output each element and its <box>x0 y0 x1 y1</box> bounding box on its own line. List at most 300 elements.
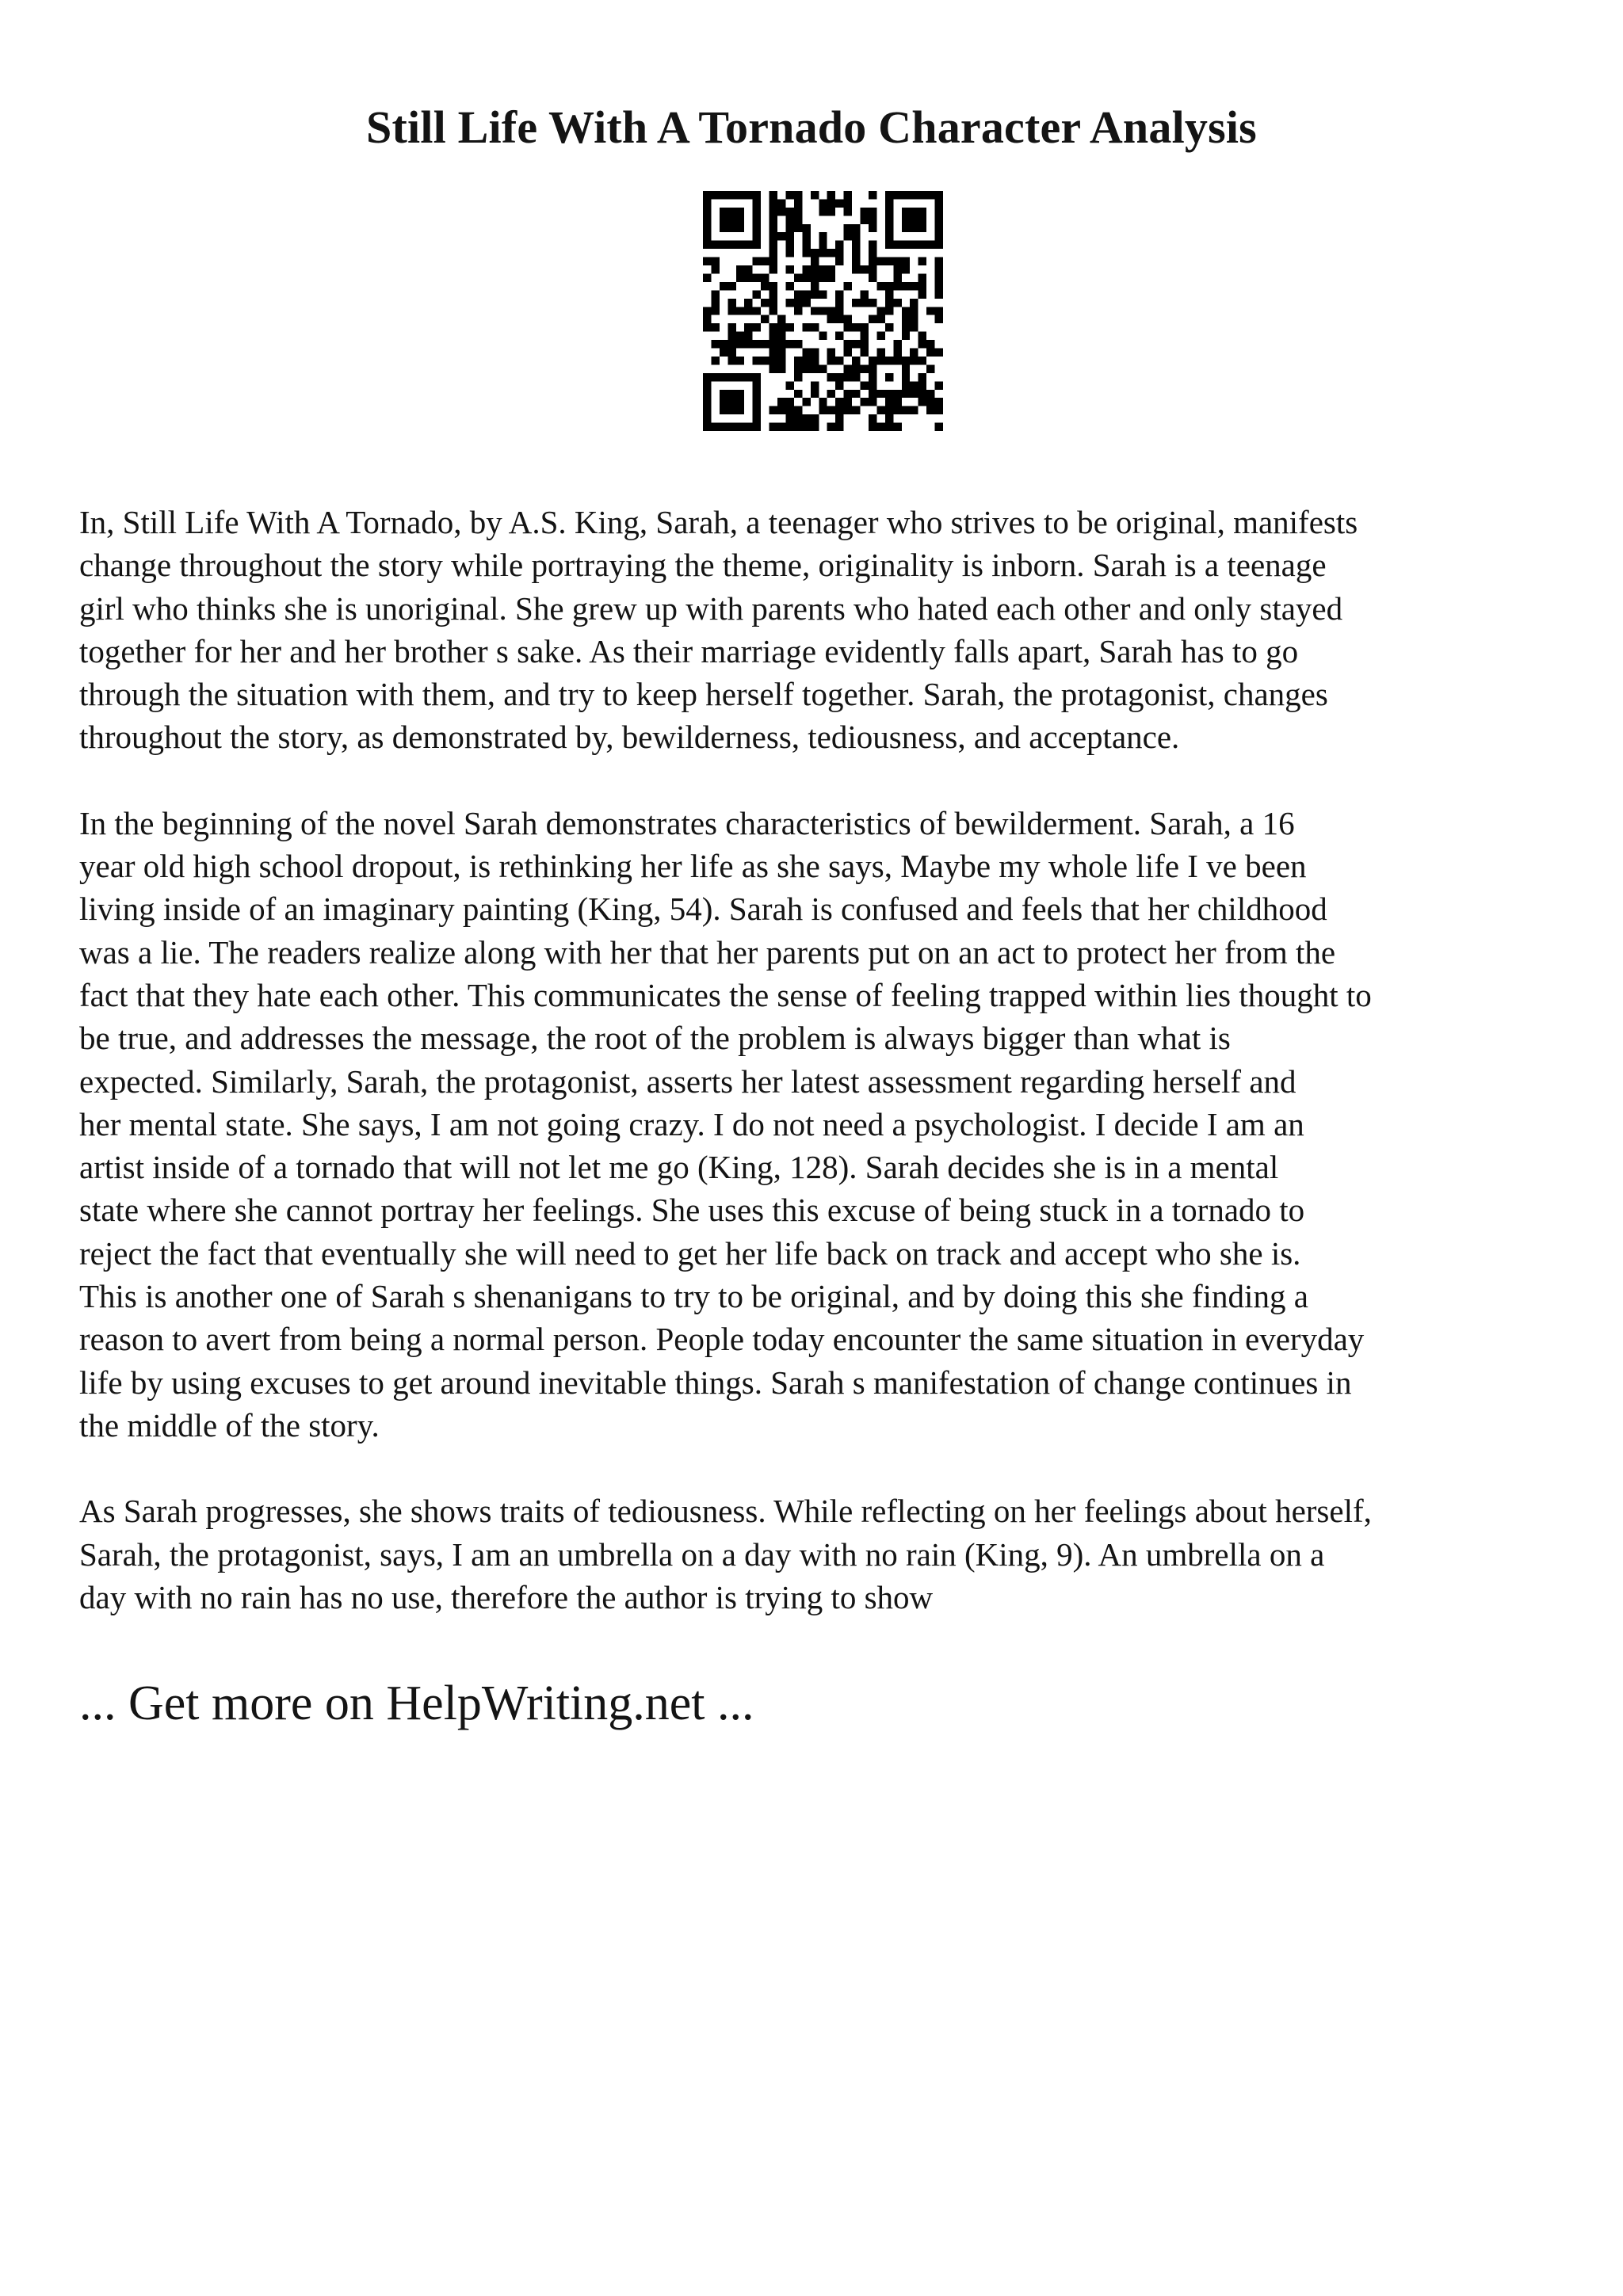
qr-module <box>819 208 827 215</box>
qr-module <box>835 414 843 422</box>
qr-module <box>744 323 752 331</box>
qr-module <box>785 232 793 240</box>
qr-module <box>935 199 943 207</box>
qr-module <box>844 191 852 199</box>
qr-module <box>918 191 926 199</box>
qr-module <box>861 208 869 215</box>
qr-module <box>910 315 918 323</box>
qr-module <box>935 423 943 431</box>
qr-module <box>918 273 926 281</box>
qr-module <box>902 406 910 414</box>
qr-module <box>869 390 876 398</box>
qr-module <box>935 265 943 273</box>
qr-module <box>902 191 910 199</box>
qr-module <box>727 357 735 364</box>
qr-module <box>893 241 901 249</box>
qr-module <box>720 398 727 406</box>
qr-module <box>753 241 761 249</box>
qr-module <box>794 299 802 307</box>
qr-module <box>852 390 860 398</box>
qr-module <box>785 215 793 223</box>
qr-module <box>769 191 777 199</box>
qr-module <box>852 357 860 364</box>
qr-module <box>753 199 761 207</box>
qr-module <box>935 208 943 215</box>
qr-module <box>753 208 761 215</box>
qr-module <box>727 191 735 199</box>
qr-module <box>935 349 943 357</box>
text-line: reject the fact that eventually she will need to get her life back on track and accept who she is. <box>79 1234 1301 1272</box>
qr-module <box>777 208 785 215</box>
qr-module <box>769 241 777 249</box>
qr-module <box>885 390 893 398</box>
qr-module <box>811 249 819 257</box>
qr-module <box>785 323 793 331</box>
qr-module <box>736 398 744 406</box>
qr-module <box>785 406 793 414</box>
qr-module <box>835 381 843 389</box>
qr-module <box>703 199 711 207</box>
qr-module <box>761 315 769 323</box>
qr-module <box>753 373 761 381</box>
qr-module <box>811 307 819 315</box>
qr-module <box>819 332 827 340</box>
qr-module <box>720 373 727 381</box>
qr-module <box>819 273 827 281</box>
qr-module <box>885 307 893 315</box>
qr-module <box>703 215 711 223</box>
qr-module <box>794 208 802 215</box>
qr-module <box>769 323 777 331</box>
qr-module <box>785 282 793 290</box>
qr-module <box>785 381 793 389</box>
qr-module <box>794 199 802 207</box>
qr-module <box>819 290 827 298</box>
qr-module <box>769 340 777 348</box>
qr-module <box>703 257 711 265</box>
qr-module <box>876 390 884 398</box>
qr-module <box>753 224 761 232</box>
qr-module <box>844 224 852 232</box>
get-more-link[interactable]: ... Get more on HelpWriting.net ... <box>79 1676 754 1730</box>
qr-module <box>918 290 926 298</box>
qr-module <box>720 224 727 232</box>
qr-module <box>869 414 876 422</box>
qr-module <box>876 423 884 431</box>
qr-module <box>802 364 810 372</box>
qr-module <box>852 224 860 232</box>
qr-module <box>794 364 802 372</box>
qr-module <box>753 340 761 348</box>
qr-module <box>720 349 727 357</box>
qr-module <box>918 357 926 364</box>
text-line: through the situation with them, and try to keep herself together. Sarah, the protagonist, changes <box>79 676 1328 713</box>
qr-module <box>794 191 802 199</box>
text-line: living inside of an imaginary painting (King, 54). Sarah is confused and feels that her childhood <box>79 891 1327 928</box>
qr-module <box>844 373 852 381</box>
qr-module <box>926 349 934 357</box>
qr-module <box>720 215 727 223</box>
qr-module <box>827 249 835 257</box>
qr-module <box>819 398 827 406</box>
qr-module <box>885 414 893 422</box>
qr-module <box>753 307 761 315</box>
qr-module <box>811 273 819 281</box>
qr-module <box>736 340 744 348</box>
qr-module <box>935 381 943 389</box>
qr-module <box>802 249 810 257</box>
qr-module <box>869 373 876 381</box>
qr-module <box>794 357 802 364</box>
qr-module <box>736 406 744 414</box>
qr-module <box>861 332 869 340</box>
qr-module <box>827 199 835 207</box>
qr-module <box>910 390 918 398</box>
qr-module <box>869 299 876 307</box>
qr-module <box>727 241 735 249</box>
qr-module <box>769 199 777 207</box>
text-line: fact that they hate each other. This communicates the sense of feeling trapped within lies thought to <box>79 976 1372 1013</box>
qr-module <box>727 390 735 398</box>
qr-module <box>785 398 793 406</box>
qr-module <box>769 215 777 223</box>
text-line: be true, and addresses the message, the root of the problem is always bigger than what is <box>79 1020 1231 1057</box>
qr-module <box>902 315 910 323</box>
qr-module <box>861 349 869 357</box>
qr-module <box>727 373 735 381</box>
paragraph-intro <box>79 501 1561 759</box>
qr-module <box>753 215 761 223</box>
qr-module <box>720 340 727 348</box>
qr-module <box>827 191 835 199</box>
qr-module <box>727 282 735 290</box>
qr-module <box>769 232 777 240</box>
qr-module <box>935 290 943 298</box>
qr-module <box>835 307 843 315</box>
qr-module <box>935 257 943 265</box>
qr-module <box>802 414 810 422</box>
qr-module <box>727 332 735 340</box>
qr-module <box>835 249 843 257</box>
qr-module <box>811 257 819 265</box>
qr-module <box>711 299 719 307</box>
qr-module <box>811 390 819 398</box>
qr-module <box>885 373 893 381</box>
qr-module <box>885 241 893 249</box>
qr-module <box>902 307 910 315</box>
qr-module <box>736 191 744 199</box>
text-line: girl who thinks she is unoriginal. She grew up with parents who hated each other and only stayed <box>79 589 1343 627</box>
qr-module <box>827 273 835 281</box>
qr-module <box>910 208 918 215</box>
qr-module <box>703 414 711 422</box>
qr-module <box>918 390 926 398</box>
qr-module <box>736 273 744 281</box>
qr-module <box>802 265 810 273</box>
qr-module <box>811 414 819 422</box>
qr-module <box>736 307 744 315</box>
qr-module <box>885 232 893 240</box>
qr-module <box>753 381 761 389</box>
qr-module <box>861 215 869 223</box>
qr-module <box>703 381 711 389</box>
qr-module <box>777 406 785 414</box>
qr-module <box>910 191 918 199</box>
qr-module <box>744 191 752 199</box>
text-line: life by using excuses to get around inevitable things. Sarah s manifestation of change continues in <box>79 1363 1352 1401</box>
text-line: the middle of the story. <box>79 1406 380 1444</box>
qr-module <box>703 315 711 323</box>
qr-module <box>876 282 884 290</box>
qr-module <box>711 423 719 431</box>
qr-module <box>777 315 785 323</box>
qr-module <box>852 265 860 273</box>
qr-module <box>918 381 926 389</box>
qr-module <box>844 323 852 331</box>
qr-module <box>918 340 926 348</box>
qr-module <box>852 364 860 372</box>
qr-module <box>703 224 711 232</box>
qr-module <box>827 406 835 414</box>
qr-module <box>861 364 869 372</box>
qr-module <box>910 224 918 232</box>
qr-module <box>769 299 777 307</box>
qr-module <box>802 224 810 232</box>
qr-module <box>844 390 852 398</box>
text-line: In, Still Life With A Tornado, by A.S. King, Sarah, a teenager who strives to be original, manifests <box>79 504 1358 540</box>
qr-module <box>869 265 876 273</box>
qr-module <box>744 265 752 273</box>
qr-module <box>711 357 719 364</box>
qr-module <box>885 215 893 223</box>
qr-module <box>811 290 819 298</box>
qr-module <box>794 373 802 381</box>
qr-module <box>844 340 852 348</box>
qr-module <box>893 349 901 357</box>
qr-module <box>827 357 835 364</box>
text-line: expected. Similarly, Sarah, the protagonist, asserts her latest assessment regarding herself and <box>79 1062 1296 1100</box>
qr-module <box>885 199 893 207</box>
qr-module <box>711 191 719 199</box>
qr-module <box>902 390 910 398</box>
qr-module <box>720 423 727 431</box>
qr-module <box>802 232 810 240</box>
qr-module <box>902 381 910 389</box>
text-line: artist inside of a tornado that will not let me go (King, 128). Sarah decides she is in a mental <box>79 1149 1279 1186</box>
qr-module <box>727 208 735 215</box>
qr-module <box>910 282 918 290</box>
qr-module <box>819 307 827 315</box>
qr-module <box>703 406 711 414</box>
qr-module <box>811 357 819 364</box>
qr-module <box>861 290 869 298</box>
qr-module <box>769 349 777 357</box>
qr-module <box>910 381 918 389</box>
text-line: state where she cannot portray her feelings. She uses this excuse of being stuck in a tornado to <box>79 1192 1305 1229</box>
qr-module <box>769 265 777 273</box>
qr-module <box>753 323 761 331</box>
qr-module <box>876 406 884 414</box>
qr-module <box>926 340 934 348</box>
qr-module <box>893 423 901 431</box>
qr-module <box>861 398 869 406</box>
qr-module <box>910 323 918 331</box>
qr-module <box>876 332 884 340</box>
qr-module <box>777 364 785 372</box>
qr-module <box>819 232 827 240</box>
text-line: together for her and her brother s sake. As their marriage evidently falls apart, Sarah has to go <box>79 632 1299 669</box>
qr-module <box>777 349 785 357</box>
qr-module <box>885 357 893 364</box>
qr-module <box>802 423 810 431</box>
qr-module <box>893 398 901 406</box>
qr-module <box>876 257 884 265</box>
qr-module <box>794 273 802 281</box>
qr-module <box>769 208 777 215</box>
qr-module <box>703 373 711 381</box>
text-line: year old high school dropout, is rethinking her life as she says, Maybe my whole life I ve been <box>79 848 1307 885</box>
qr-module <box>893 299 901 307</box>
qr-module <box>777 398 785 406</box>
qr-module <box>910 406 918 414</box>
qr-module <box>769 282 777 290</box>
qr-module <box>811 323 819 331</box>
qr-module <box>844 315 852 323</box>
qr-module <box>885 323 893 331</box>
qr-module <box>727 398 735 406</box>
qr-module <box>785 340 793 348</box>
qr-module <box>869 241 876 249</box>
qr-module <box>727 340 735 348</box>
essay-body <box>79 501 1561 1661</box>
qr-module <box>893 265 901 273</box>
qr-module <box>926 191 934 199</box>
qr-module <box>926 241 934 249</box>
qr-module <box>827 208 835 215</box>
document-title: Still Life With A Tornado Character Analysis <box>366 101 1257 153</box>
qr-module <box>869 215 876 223</box>
qr-module <box>844 349 852 357</box>
qr-module <box>711 257 719 265</box>
qr-module <box>727 323 735 331</box>
qr-module <box>703 398 711 406</box>
qr-module <box>703 307 711 315</box>
qr-module <box>844 232 852 240</box>
qr-module <box>869 273 876 281</box>
qr-module <box>885 398 893 406</box>
qr-module <box>827 307 835 315</box>
qr-module <box>736 423 744 431</box>
qr-module <box>910 357 918 364</box>
qr-module <box>885 406 893 414</box>
qr-module <box>910 349 918 357</box>
qr-module <box>703 232 711 240</box>
qr-module <box>711 373 719 381</box>
qr-module <box>794 406 802 414</box>
qr-module <box>910 215 918 223</box>
qr-module <box>720 390 727 398</box>
qr-module <box>902 215 910 223</box>
qr-module <box>935 191 943 199</box>
qr-module <box>727 215 735 223</box>
qr-module <box>794 215 802 223</box>
qr-module <box>744 373 752 381</box>
qr-module <box>777 332 785 340</box>
qr-module <box>902 332 910 340</box>
qr-module <box>761 273 769 281</box>
qr-module <box>802 290 810 298</box>
qr-module <box>852 232 860 240</box>
qr-module <box>819 249 827 257</box>
qr-module <box>885 282 893 290</box>
qr-module <box>869 191 876 199</box>
qr-module <box>902 373 910 381</box>
qr-module <box>802 398 810 406</box>
qr-module <box>869 224 876 232</box>
qr-module <box>902 282 910 290</box>
qr-module <box>835 357 843 364</box>
qr-module <box>935 224 943 232</box>
qr-module <box>861 381 869 389</box>
qr-module <box>869 381 876 389</box>
qr-module <box>811 191 819 199</box>
qr-module <box>785 241 793 249</box>
qr-module <box>935 307 943 315</box>
qr-module <box>761 357 769 364</box>
qr-module <box>885 299 893 307</box>
qr-module <box>835 406 843 414</box>
qr-module <box>869 249 876 257</box>
qr-module <box>785 265 793 273</box>
qr-module <box>835 332 843 340</box>
qr-module <box>794 290 802 298</box>
qr-module <box>935 282 943 290</box>
qr-module <box>910 241 918 249</box>
qr-module <box>736 390 744 398</box>
qr-module <box>926 307 934 315</box>
qr-module <box>802 357 810 364</box>
qr-module <box>736 208 744 215</box>
qr-module <box>727 423 735 431</box>
qr-module <box>720 282 727 290</box>
qr-module <box>720 241 727 249</box>
qr-module <box>869 315 876 323</box>
qr-module <box>844 199 852 207</box>
qr-module <box>785 224 793 232</box>
qr-module <box>711 241 719 249</box>
qr-module <box>769 224 777 232</box>
qr-module <box>777 199 785 207</box>
qr-module <box>893 282 901 290</box>
qr-module <box>794 307 802 315</box>
qr-module <box>869 357 876 364</box>
qr-module <box>736 332 744 340</box>
qr-code-icon <box>703 191 943 431</box>
qr-module <box>876 357 884 364</box>
qr-module <box>811 423 819 431</box>
qr-module <box>753 257 761 265</box>
qr-module <box>835 373 843 381</box>
qr-module <box>769 290 777 298</box>
qr-module <box>769 423 777 431</box>
qr-module <box>711 265 719 273</box>
qr-module <box>744 273 752 281</box>
qr-module <box>869 423 876 431</box>
qr-module <box>753 398 761 406</box>
qr-module <box>703 423 711 431</box>
qr-module <box>902 357 910 364</box>
qr-module <box>835 315 843 323</box>
